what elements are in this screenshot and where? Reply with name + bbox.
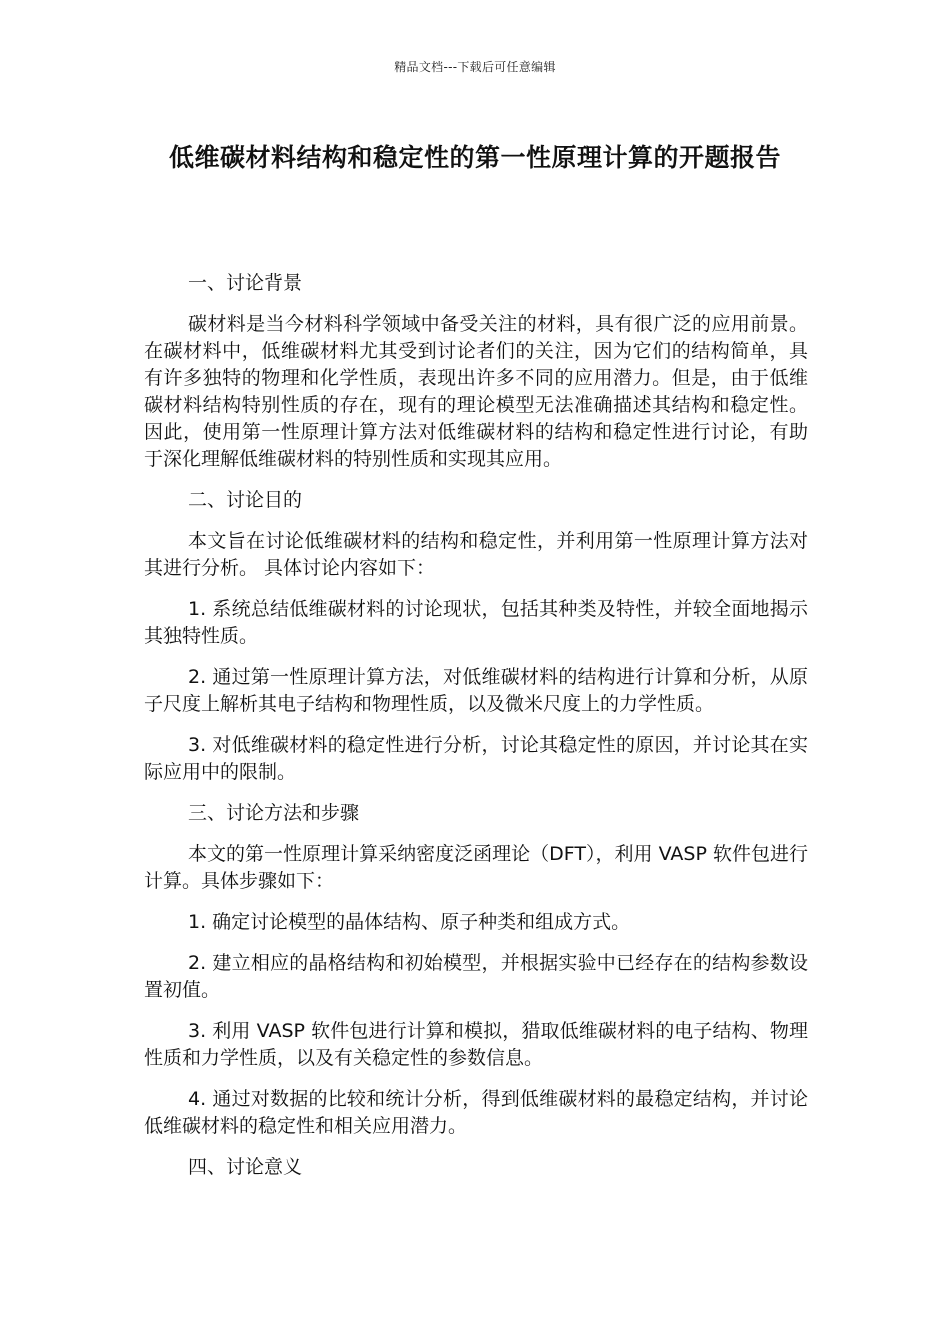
paragraph: 本文的第一性原理计算采纳密度泛函理论（DFT），利用 VASP 软件包进行计算。具体步骤如下： — [144, 843, 808, 892]
list-item: 2. 建立相应的晶格结构和初始模型，并根据实验中已经存在的结构参数设置初值。 — [144, 952, 808, 1001]
paragraph: 本文旨在讨论低维碳材料的结构和稳定性，并利用第一性原理计算方法对其进行分析。 具体讨论内容如下： — [144, 530, 808, 579]
section-heading-methods: 三、讨论方法和步骤 — [188, 802, 360, 824]
section-heading-background: 一、讨论背景 — [188, 272, 303, 294]
list-item: 1. 系统总结低维碳材料的讨论现状，包括其种类及特性，并较全面地揭示其独特性质。 — [144, 598, 808, 647]
document-title: 低维碳材料结构和稳定性的第一性原理计算的开题报告 — [168, 143, 781, 172]
list-item: 4. 通过对数据的比较和统计分析，得到低维碳材料的最稳定结构，并讨论低维碳材料的稳定性和相关应用潜力。 — [144, 1088, 808, 1137]
list-item: 2. 通过第一性原理计算方法，对低维碳材料的结构进行计算和分析，从原子尺度上解析其电子结构和物理性质，以及微米尺度上的力学性质。 — [144, 666, 808, 715]
list-item: 3. 利用 VASP 软件包进行计算和模拟，猎取低维碳材料的电子结构、物理性质和力学性质，以及有关稳定性的参数信息。 — [144, 1020, 808, 1069]
section-heading-significance: 四、讨论意义 — [188, 1156, 303, 1178]
paragraph: 碳材料是当今材料科学领域中备受关注的材料，具有很广泛的应用前景。在碳材料中，低维碳材料尤其受到讨论者们的关注，因为它们的结构简单，具有许多独特的物理和化学性质，表现出许多不同的应用潜力。但是，由于低维碳材料结构特别性质的存在，现有的理论模型无法准确描述其结构和稳定性。因此，使用第一性原理计算方法对低维碳材料的结构和稳定性进行讨论，有助于深化理解低维碳材料的特别性质和实现其应用。 — [144, 313, 808, 470]
list-item: 3. 对低维碳材料的稳定性进行分析，讨论其稳定性的原因，并讨论其在实际应用中的限制。 — [144, 734, 808, 783]
header-note: 精品文档---下载后可任意编辑 — [394, 60, 556, 74]
section-heading-purpose: 二、讨论目的 — [188, 489, 303, 511]
list-item: 1. 确定讨论模型的晶体结构、原子种类和组成方式。 — [188, 911, 631, 933]
document-body — [144, 270, 808, 1195]
